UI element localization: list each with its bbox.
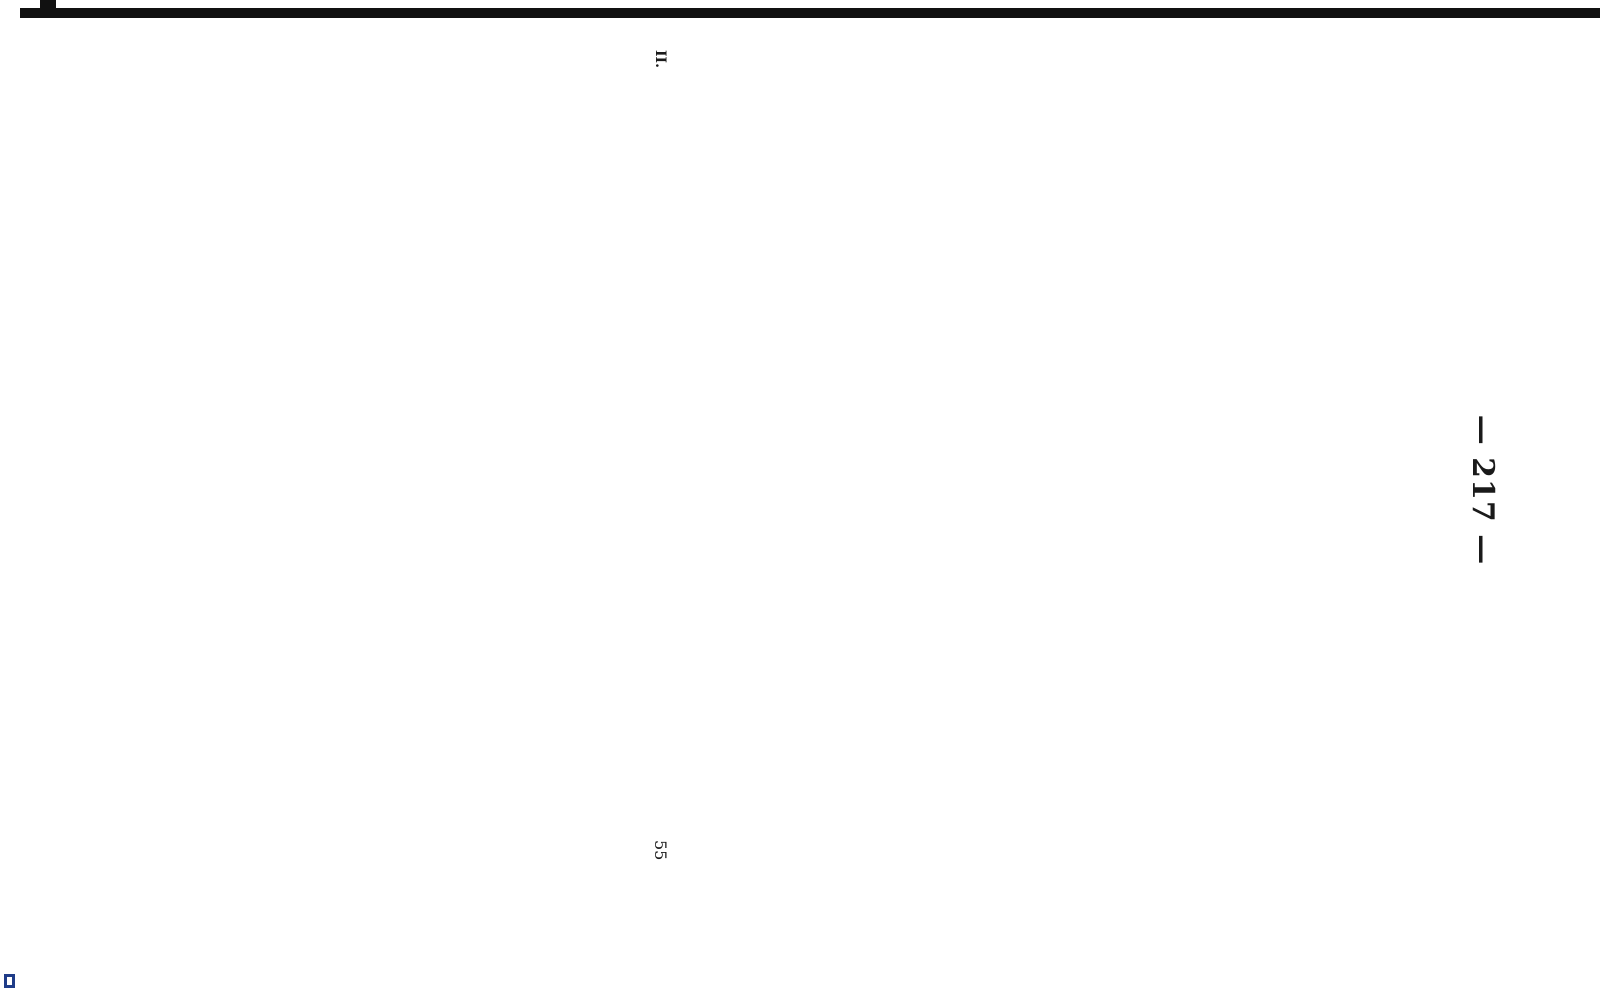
text-line — [757, 40, 790, 940]
text-line — [1021, 40, 1054, 940]
text-line — [1087, 40, 1120, 940]
text-line — [988, 40, 1021, 940]
dfg-logo-icon — [4, 974, 15, 988]
scan-border-notch — [40, 0, 56, 8]
signature-sheet: II. — [652, 50, 668, 68]
digitization-credit-rotor — [2, 582, 16, 992]
text-line — [955, 40, 988, 940]
text-line — [1120, 40, 1153, 940]
text-line — [1219, 40, 1252, 940]
digitization-credit — [2, 582, 16, 992]
text-line — [1054, 40, 1087, 940]
text-line — [1351, 40, 1384, 940]
sheet-number: 55 — [651, 840, 670, 861]
text-line — [1318, 40, 1351, 940]
text-line — [856, 40, 889, 940]
text-line — [724, 40, 757, 940]
page-number: — 217 — — [1465, 414, 1500, 566]
text-line — [1417, 40, 1450, 940]
text-line — [790, 40, 823, 940]
text-line — [889, 40, 922, 940]
text-line — [1285, 40, 1318, 940]
text-line — [1252, 40, 1285, 940]
body-text — [658, 40, 1450, 940]
text-line — [922, 40, 955, 940]
page-rotation-wrapper — [30, 40, 1500, 940]
document-page — [30, 40, 1500, 940]
page-footer — [645, 40, 675, 940]
scan-border-top — [20, 8, 1600, 18]
text-line — [1186, 40, 1219, 940]
text-line — [1384, 40, 1417, 940]
signature-mark — [645, 40, 675, 68]
text-line — [1153, 40, 1186, 940]
text-line — [823, 40, 856, 940]
text-line — [691, 40, 724, 940]
